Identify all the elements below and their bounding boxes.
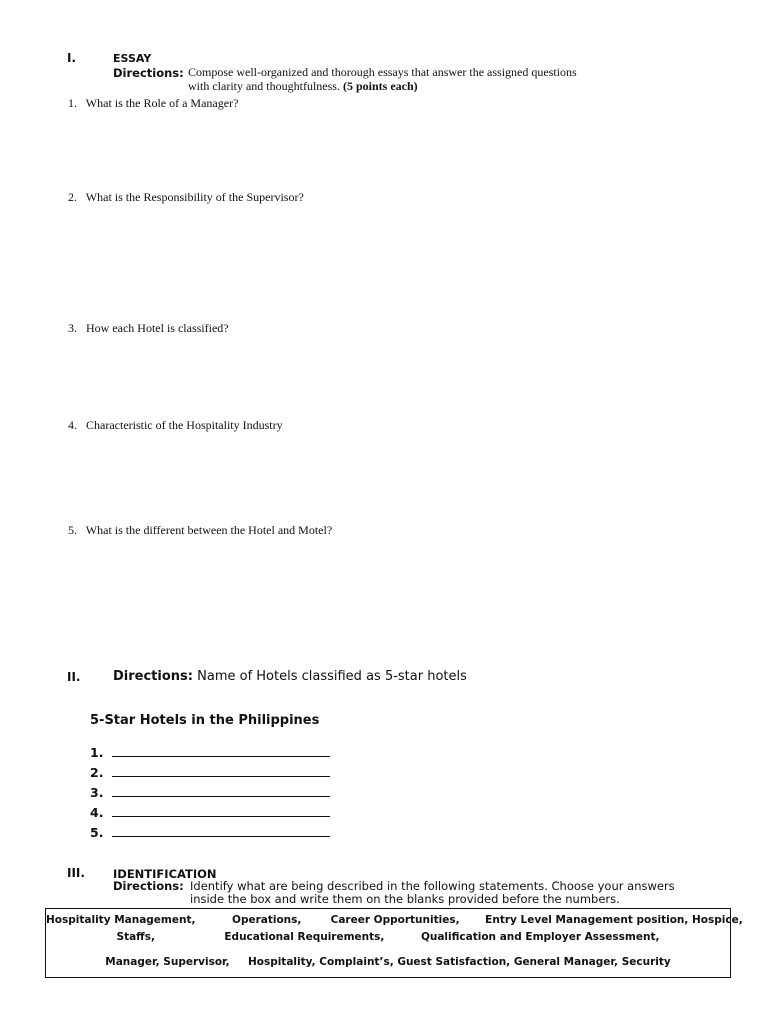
question-5 bbox=[68, 523, 332, 538]
answer-choices-line-2: Staffs, Educational Requirements, Qualification and Employer Assessment, bbox=[116, 931, 660, 943]
answer-choices-box bbox=[45, 908, 743, 978]
question-number: 3. bbox=[68, 321, 77, 335]
question-text: What is the Role of a Manager? bbox=[85, 96, 239, 110]
blank-number: 2. bbox=[90, 765, 104, 780]
question-text: What is the different between the Hotel and Motel? bbox=[85, 523, 333, 537]
answer-blank[interactable] bbox=[112, 824, 330, 837]
section-2-directions-label: Directions: bbox=[113, 669, 193, 684]
section-3-numeral: III. bbox=[67, 866, 85, 880]
section-1-directions-line-1: Compose well-organized and thorough essays that answer the assigned questions bbox=[188, 65, 577, 79]
section-1-title: ESSAY bbox=[113, 52, 152, 65]
blank-number: 5. bbox=[90, 825, 104, 840]
answer-blank[interactable] bbox=[112, 804, 330, 817]
question-text: What is the Responsibility of the Supervisor? bbox=[85, 190, 304, 204]
question-text: How each Hotel is classified? bbox=[86, 321, 229, 335]
blank-row-4 bbox=[90, 804, 330, 820]
question-text: Characteristic of the Hospitality Industry bbox=[86, 418, 283, 432]
section-3-directions-label: Directions: bbox=[113, 879, 184, 893]
blank-row-2 bbox=[90, 764, 330, 780]
question-number: 1. bbox=[68, 96, 77, 110]
question-number: 5. bbox=[68, 523, 77, 537]
section-1-numeral: I. bbox=[67, 51, 77, 65]
question-2 bbox=[68, 190, 304, 205]
question-1 bbox=[68, 96, 238, 111]
section-3-directions-line-2: inside the box and write them on the blanks provided before the numbers. bbox=[190, 892, 620, 906]
section-1-directions-text: with clarity and thoughtfulness. bbox=[188, 79, 340, 93]
question-4 bbox=[68, 418, 283, 433]
blank-number: 1. bbox=[90, 745, 104, 760]
section-2-numeral: II. bbox=[67, 670, 81, 684]
answer-blank[interactable] bbox=[112, 784, 330, 797]
question-3 bbox=[68, 321, 229, 336]
question-number: 2. bbox=[68, 190, 77, 204]
blank-number: 4. bbox=[90, 805, 104, 820]
section-3-title: IDENTIFICATION bbox=[113, 867, 217, 881]
hotel-list-title: 5-Star Hotels in the Philippines bbox=[90, 713, 320, 728]
blank-row-1 bbox=[90, 744, 330, 760]
blank-number: 3. bbox=[90, 785, 104, 800]
section-2-directions bbox=[113, 669, 467, 684]
section-1-points: (5 points each) bbox=[342, 79, 418, 93]
blank-row-3 bbox=[90, 784, 330, 800]
blank-row-5 bbox=[90, 824, 330, 840]
answer-choices-line-1: Hospitality Management, Operations, Career Opportunities, Entry Level Management position, Hospice, bbox=[46, 914, 743, 926]
section-3-directions-line-1: Identify what are being described in the following statements. Choose your answers bbox=[190, 879, 675, 893]
section-2-directions-text: Name of Hotels classified as 5-star hotels bbox=[197, 669, 467, 684]
question-number: 4. bbox=[68, 418, 77, 432]
section-1-directions-line-2 bbox=[188, 79, 418, 94]
answer-blank[interactable] bbox=[112, 744, 330, 757]
answer-blank[interactable] bbox=[112, 764, 330, 777]
answer-choices-line-3: Manager, Supervisor, Hospitality, Complaint’s, Guest Satisfaction, General Manager, Security bbox=[105, 956, 671, 968]
section-1-directions-label: Directions: bbox=[113, 66, 184, 80]
